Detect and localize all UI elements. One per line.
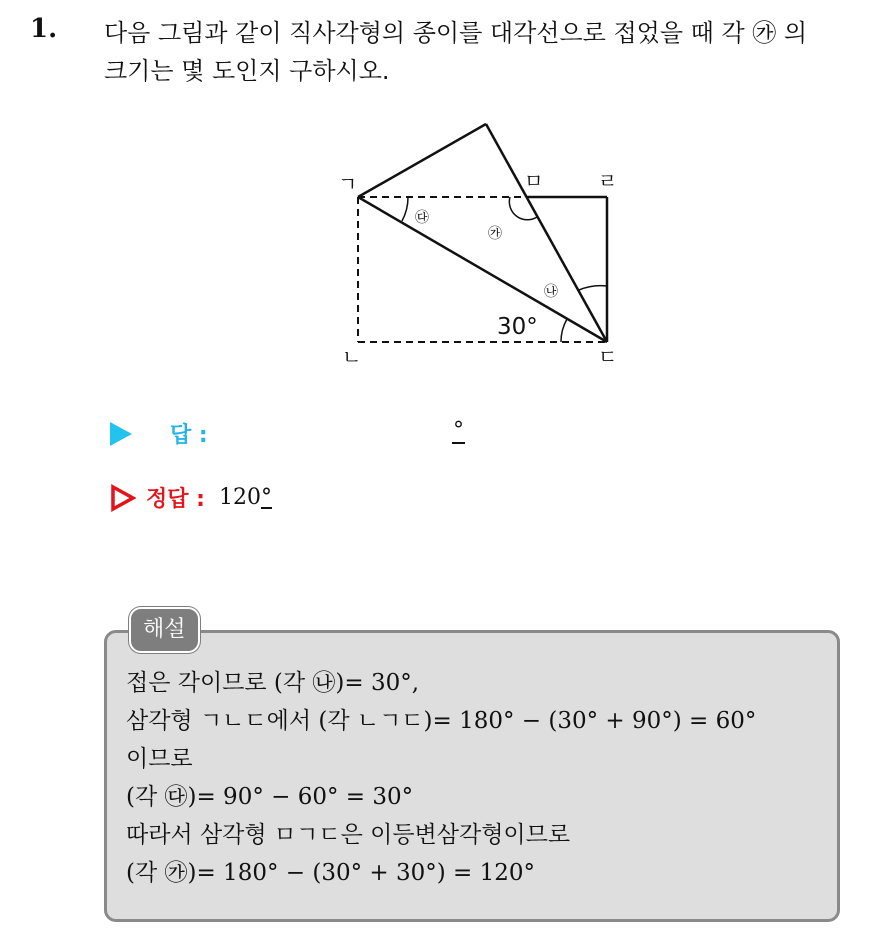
explanation-tag: 해설 (129, 607, 200, 653)
angle-arc-30 (561, 319, 567, 342)
diagonal (358, 197, 607, 342)
correct-value-unit: ° (260, 485, 272, 510)
correct-answer-row (110, 482, 272, 513)
answer-row (110, 418, 208, 449)
angle-arc-na (579, 286, 607, 290)
vertex-label-g: ㄱ (338, 172, 358, 196)
vertex-label-n: ㄴ (342, 345, 362, 369)
folded-edge-1 (358, 124, 486, 197)
explanation-line-1: 접은 각이므로 (각 ㉯)= 30°, (126, 670, 420, 696)
answer-blank[interactable]: ° (453, 418, 464, 443)
vertex-label-d: ㄷ (598, 345, 618, 369)
explanation-text (126, 664, 831, 892)
correct-value-number: 120 (218, 485, 261, 510)
question-line-1: 다음 그림과 같이 직사각형의 종이를 대각선으로 접었을 때 각 ㉮ 의 (104, 19, 808, 47)
explanation-line-5: 따라서 삼각형 ㅁㄱㄷ은 이등변삼각형이므로 (126, 822, 571, 848)
explanation-line-4: (각 ㉰)= 90° − 60° = 30° (126, 784, 414, 810)
angle-label-da: ㉰ (415, 210, 429, 226)
correct-answer-value (219, 485, 272, 510)
answer-arrow-icon (110, 422, 132, 446)
vertex-label-r: ㄹ (598, 169, 618, 193)
correct-arrow-icon (110, 484, 136, 512)
question-number: 1. (30, 14, 58, 44)
angle-arc-da (402, 197, 408, 221)
correct-answer-label: 정답 : (146, 487, 205, 512)
explanation-line-2: 삼각형 ㄱㄴㄷ에서 (각 ㄴㄱㄷ)= 180° − (30° + 90°) = 60° (126, 708, 757, 734)
answer-label: 답 : (170, 423, 208, 448)
angle-label-na: ㉯ (544, 284, 558, 300)
question-text (104, 14, 874, 90)
question-line-2: 크기는 몇 도인지 구하시오. (104, 57, 390, 85)
explanation-line-6: (각 ㉮)= 180° − (30° + 30°) = 120° (126, 860, 536, 886)
explanation-line-3: 이므로 (126, 746, 193, 772)
vertex-label-m: ㅁ (524, 169, 544, 193)
folded-rectangle-figure (330, 110, 640, 370)
angle-label-ga: ㉮ (488, 226, 502, 242)
folded-edge-2 (486, 124, 607, 342)
given-angle-label: 30° (497, 314, 538, 340)
